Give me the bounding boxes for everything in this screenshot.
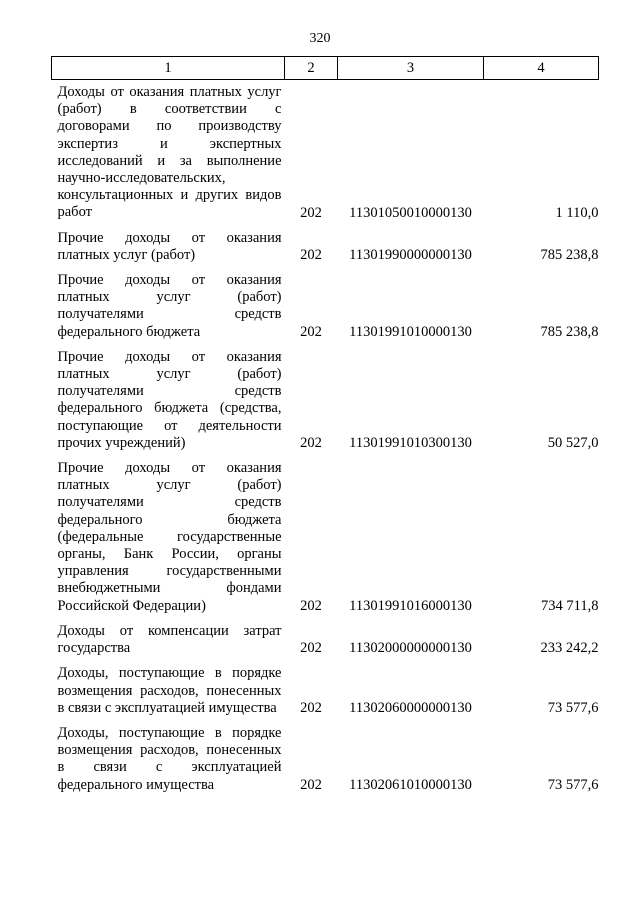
- header-col-3: 3: [338, 57, 484, 80]
- amount: 233 242,2: [540, 640, 599, 657]
- amount: 73 577,6: [547, 776, 599, 793]
- table-row: [52, 349, 599, 452]
- amount: 785 238,8: [540, 323, 599, 340]
- header-col-1: 1: [52, 57, 285, 80]
- administrator-code: 202: [300, 247, 322, 264]
- administrator-code: 202: [300, 204, 322, 221]
- table-row: [52, 230, 599, 264]
- administrator-code: 202: [300, 435, 322, 452]
- revenue-description: Доходы, поступающие в порядке возмещения расходов, понесенных в связи с эксплуатацией федерального имущества: [57, 724, 282, 793]
- administrator-code: 202: [300, 776, 322, 793]
- administrator-code: 202: [300, 323, 322, 340]
- budget-classification-code: 11301991010300130: [349, 435, 472, 452]
- table-row: [52, 665, 599, 717]
- table-header-row: [52, 57, 599, 80]
- amount: 50 527,0: [547, 435, 599, 452]
- revenue-description: Прочие доходы от оказания платных услуг (работ) получателями средств федерального бюджета (федеральные государственные органы, Банк России, органы управления государственными внебюджетными фондами Российской Федерации): [57, 460, 282, 614]
- amount: 1 110,0: [555, 204, 599, 221]
- budget-classification-code: 11301990000000130: [349, 247, 472, 264]
- table-row: [52, 623, 599, 657]
- page-number: 320: [309, 31, 331, 46]
- table-row: [52, 272, 599, 341]
- header-col-4: 4: [484, 57, 599, 80]
- budget-classification-code: 11301991016000130: [349, 597, 472, 614]
- table-row: [52, 80, 599, 222]
- revenue-description: Доходы от компенсации затрат государства: [57, 622, 282, 657]
- budget-classification-code: 11302061010000130: [349, 776, 472, 793]
- amount: 734 711,8: [541, 597, 599, 614]
- budget-revenue-table: [51, 56, 599, 794]
- amount: 73 577,6: [547, 699, 599, 716]
- amount: 785 238,8: [540, 247, 599, 264]
- revenue-description: Доходы, поступающие в порядке возмещения расходов, понесенных в связи с эксплуатацией имущества: [57, 665, 282, 716]
- administrator-code: 202: [300, 640, 322, 657]
- budget-classification-code: 11301991010000130: [349, 323, 472, 340]
- revenue-description: Прочие доходы от оказания платных услуг (работ) получателями средств федерального бюджета: [57, 272, 282, 340]
- budget-classification-code: 11302060000000130: [349, 699, 472, 716]
- revenue-description: Прочие доходы от оказания платных услуг (работ) получателями средств федерального бюджета (средства, поступающие от деятельности прочих учреждений): [57, 348, 282, 451]
- administrator-code: 202: [300, 699, 322, 716]
- administrator-code: 202: [300, 597, 322, 614]
- revenue-description: Прочие доходы от оказания платных услуг (работ): [57, 229, 282, 263]
- budget-classification-code: 11301050010000130: [349, 204, 472, 221]
- header-col-2: 2: [285, 57, 338, 80]
- budget-classification-code: 11302000000000130: [349, 640, 472, 657]
- table-row: [52, 725, 599, 794]
- table-row: [52, 460, 599, 615]
- revenue-description: Доходы от оказания платных услуг (работ) в соответствии с договорами по производству экспертиз и экспертных исследований и за выполнение научно-исследовательских, консультационных и других видов работ: [57, 84, 282, 221]
